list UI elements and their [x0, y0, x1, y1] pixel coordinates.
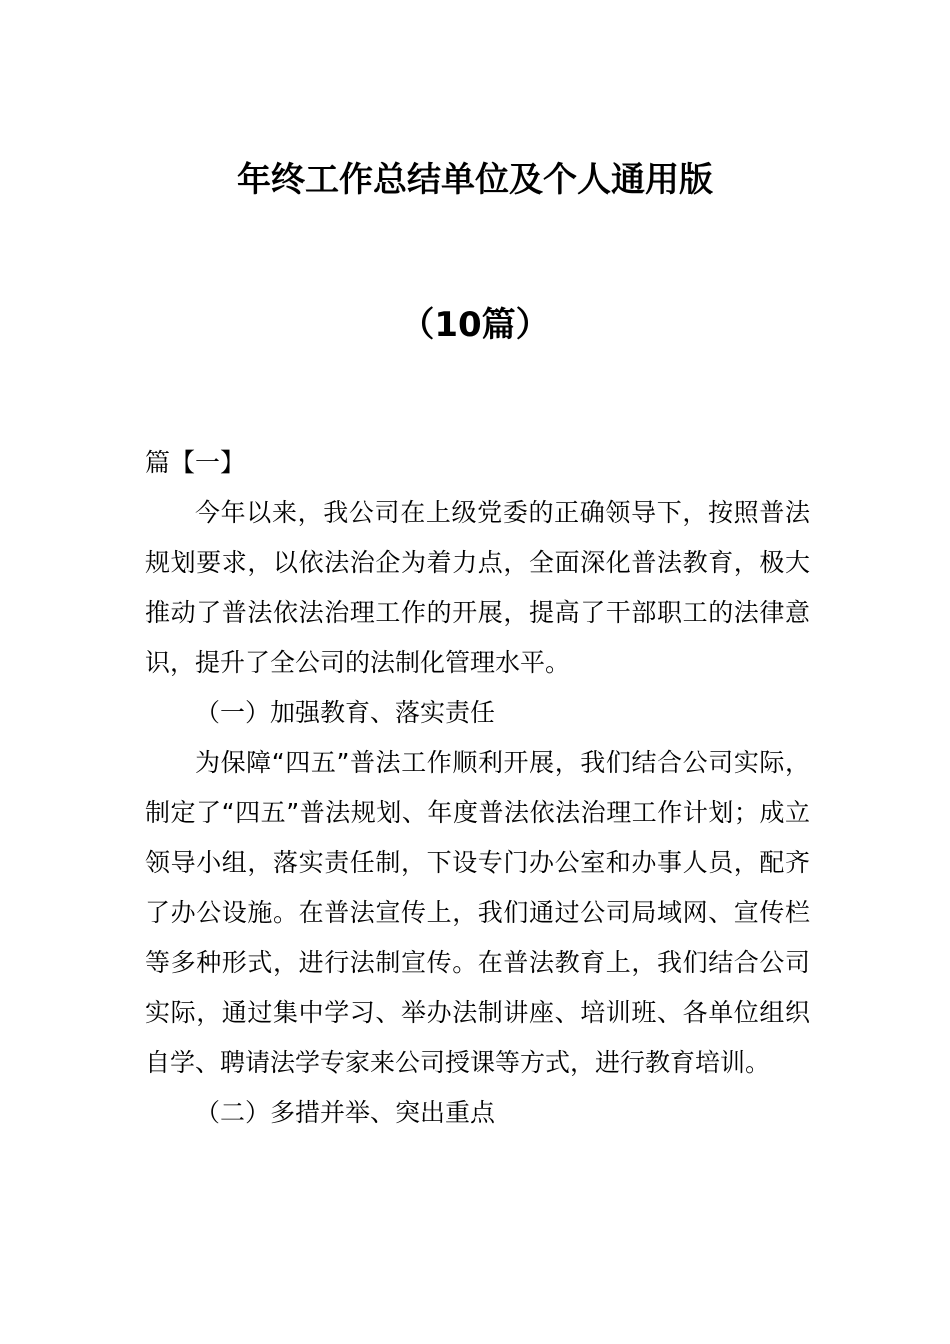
section-label: 篇【一】: [145, 448, 246, 477]
paragraph-measures: 为保障“四五”普法工作顺利开展，我们结合公司实际，制定了“四五”普法规划、年度普法依法治理工作计划；成立领导小组，落实责任制，下设专门办公室和办事人员，配齐了办公设施。在普法宣传上，我们通过公司局域网、宣传栏等多种形式，进行法制宣传。在普法教育上，我们结合公司实际，通过集中学习、举办法制讲座、培训班、各单位组织自学、聘请法学专家来公司授课等方式，进行教育培训。: [145, 748, 810, 1077]
document-subtitle: （10篇）: [400, 305, 550, 345]
subheading-1: （一）加强教育、落实责任: [195, 698, 496, 727]
paragraph-intro: 今年以来，我公司在上级党委的正确领导下，按照普法规划要求，以依法治企为着力点，全面深化普法教育，极大推动了普法依法治理工作的开展，提高了干部职工的法律意识，提升了全公司的法制化管理水平。: [145, 498, 810, 677]
document-body: [145, 438, 810, 1138]
subheading-2: （二）多措并举、突出重点: [195, 1098, 496, 1127]
document-title: 年终工作总结单位及个人通用版: [237, 160, 713, 200]
